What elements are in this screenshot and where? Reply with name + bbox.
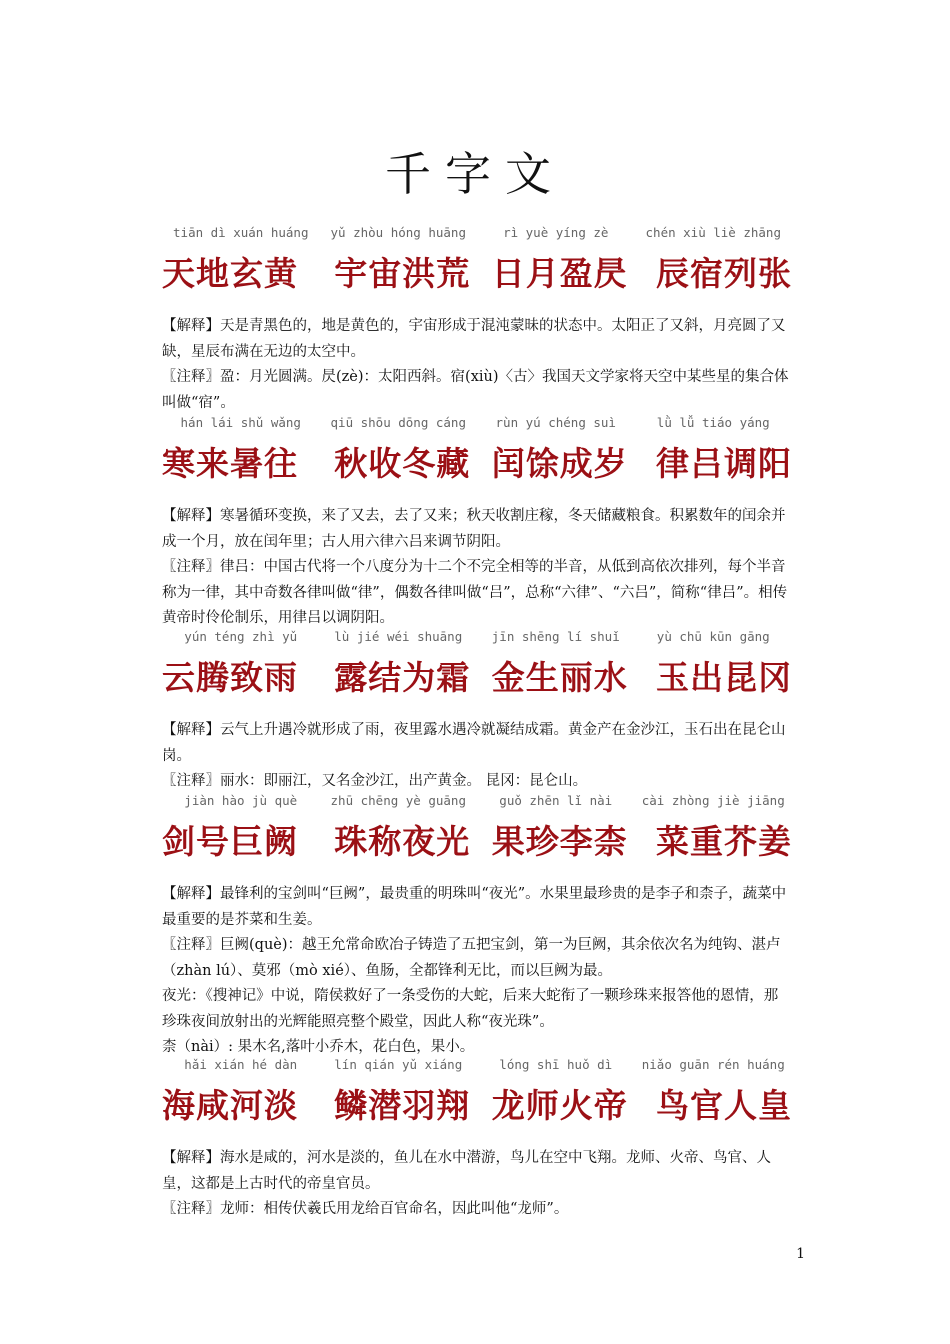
pinyin-text: hǎi xián hé dàn xyxy=(184,1057,298,1072)
verse-phrase: 寒来暑往 xyxy=(162,444,298,483)
verse-phrase: 辰宿列张 xyxy=(656,254,792,293)
verse-section xyxy=(162,412,792,632)
pinyin-text: rùn yú chéng suì xyxy=(495,415,616,430)
explanation-block xyxy=(162,504,792,632)
explanation-paragraph: 夜光：《搜神记》中说，隋侯救好了一条受伤的大蛇，后来大蛇衔了一颗珍珠来报答他的恩情，那珍珠夜间放射出的光辉能照亮整个殿堂，因此人称“夜光珠”。 xyxy=(162,988,779,1030)
explanation-block xyxy=(162,1146,792,1223)
pinyin-text: hán lái shǔ wǎng xyxy=(180,415,301,430)
explanation-paragraph: 〖注释〗巨阙(què)：越王允常命欧冶子铸造了五把宝剑，第一为巨阙，其余依次名为纯钩、湛卢（zhàn lú）、莫邪（mò xié）、鱼肠，全都锋利无比，而以巨阙为最。 xyxy=(162,937,781,979)
pinyin-row xyxy=(162,626,792,648)
pinyin-row xyxy=(162,412,792,434)
page-title: 千字文 xyxy=(385,147,565,201)
verse-row xyxy=(162,1086,792,1126)
explanation-block xyxy=(162,314,792,416)
verse-phrase: 金生丽水 xyxy=(491,658,628,697)
explanation-paragraph: 【解释】寒暑循环变换，来了又去，去了又来；秋天收割庄稼，冬天储藏粮食。积累数年的闰余并成一个月，放在闰年里；古人用六律六吕来调节阴阳。 xyxy=(162,508,786,550)
verse-section xyxy=(162,626,792,795)
verse-phrase: 律吕调阳 xyxy=(656,444,792,483)
verse-row xyxy=(162,254,792,294)
verse-phrase: 秋收冬藏 xyxy=(334,444,471,483)
pinyin-text: jiàn hào jù què xyxy=(184,793,298,808)
explanation-paragraph: 【解释】最锋利的宝剑叫“巨阙”，最贵重的明珠叫“夜光”。水果里最珍贵的是李子和柰子，蔬菜中最重要的是芥菜和生姜。 xyxy=(162,886,787,928)
pinyin-text: yǔ zhòu hóng huāng xyxy=(330,225,466,240)
pinyin-text: qiū shōu dōng cáng xyxy=(330,415,466,430)
verse-phrase: 露结为霜 xyxy=(334,658,471,697)
pinyin-row xyxy=(162,1054,792,1076)
pinyin-text: yù chū kūn gāng xyxy=(656,629,770,644)
pinyin-text: lù jié wéi shuāng xyxy=(334,629,463,644)
verse-phrase: 闰馀成岁 xyxy=(491,444,628,483)
pinyin-text: niǎo guān rén huáng xyxy=(641,1057,785,1072)
explanation-paragraph: 柰（nài）: 果木名,落叶小乔木，花白色，果小。 xyxy=(162,1039,475,1055)
explanation-paragraph: 【解释】云气上升遇冷就形成了雨，夜里露水遇冷就凝结成霜。黄金产在金沙江，玉石出在昆仑山岗。 xyxy=(162,722,786,764)
explanation-paragraph: 【解释】海水是咸的，河水是淡的，鱼儿在水中潜游，鸟儿在空中飞翔。龙师、火帝、鸟官、人皇，这都是上古时代的帝皇官员。 xyxy=(162,1150,771,1192)
verse-row xyxy=(162,444,792,484)
pinyin-text: rì yuè yíng zè xyxy=(503,225,609,240)
verse-phrase: 珠称夜光 xyxy=(334,822,471,861)
verse-phrase: 云腾致雨 xyxy=(162,658,298,697)
page-number: 1 xyxy=(796,1246,805,1262)
verse-phrase: 剑号巨阙 xyxy=(162,822,298,861)
verse-phrase: 鸟官人皇 xyxy=(656,1086,792,1125)
verse-phrase: 果珍李柰 xyxy=(491,822,628,861)
verse-row xyxy=(162,658,792,698)
verse-phrase: 宇宙洪荒 xyxy=(334,254,471,293)
explanation-paragraph: 〖注释〗丽水：即丽江，又名金沙江，出产黄金。 昆冈：昆仑山。 xyxy=(162,773,588,789)
verse-phrase: 玉出昆冈 xyxy=(656,658,792,697)
pinyin-text: lín qián yǔ xiáng xyxy=(334,1057,463,1072)
pinyin-row xyxy=(162,222,792,244)
explanation-block xyxy=(162,882,792,1061)
pinyin-text: guǒ zhēn lǐ nài xyxy=(499,793,613,808)
verse-phrase: 菜重芥姜 xyxy=(656,822,792,861)
verse-section xyxy=(162,790,792,1061)
pinyin-row xyxy=(162,790,792,812)
verse-phrase: 日月盈昃 xyxy=(491,254,628,293)
pinyin-text: chén xiù liè zhāng xyxy=(645,225,781,240)
verse-phrase: 海咸河淡 xyxy=(162,1086,298,1125)
verse-row xyxy=(162,822,792,862)
pinyin-text: lǜ lǚ tiáo yáng xyxy=(656,415,770,430)
explanation-paragraph: 〖注释〗龙师：相传伏羲氏用龙给百官命名，因此叫他“龙师”。 xyxy=(162,1201,569,1217)
explanation-block xyxy=(162,718,792,795)
pinyin-text: cài zhòng jiè jiāng xyxy=(641,793,785,808)
pinyin-text: jīn shēng lí shuǐ xyxy=(491,629,620,644)
explanation-paragraph: 〖注释〗律吕：中国古代将一个八度分为十二个不完全相等的半音，从低到高依次排列，每个半音称为一律，其中奇数各律叫做“律”，偶数各律叫做“吕”，总称“六律”、“六吕”，简称“律吕”。相传黄帝时伶伦制乐，用律吕以调阴阳。 xyxy=(162,559,788,626)
pinyin-text: yún téng zhì yǔ xyxy=(184,629,298,644)
verse-section xyxy=(162,222,792,416)
explanation-paragraph: 〖注释〗盈：月光圆满。昃(zè)：太阳西斜。宿(xiù)〈古〉我国天文学家将天空中某些星的集合体叫做“宿”。 xyxy=(162,369,789,411)
verse-phrase: 龙师火帝 xyxy=(491,1086,628,1125)
explanation-paragraph: 【解释】天是青黑色的，地是黄色的，宇宙形成于混沌蒙昧的状态中。太阳正了又斜，月亮圆了又缺，星辰布满在无边的太空中。 xyxy=(162,318,786,360)
verse-phrase: 天地玄黄 xyxy=(162,254,298,293)
pinyin-text: zhū chēng yè guāng xyxy=(330,793,466,808)
pinyin-text: tiān dì xuán huáng xyxy=(173,225,309,240)
verse-phrase: 鳞潜羽翔 xyxy=(334,1086,471,1125)
pinyin-text: lóng shī huǒ dì xyxy=(499,1057,613,1072)
verse-section xyxy=(162,1054,792,1223)
